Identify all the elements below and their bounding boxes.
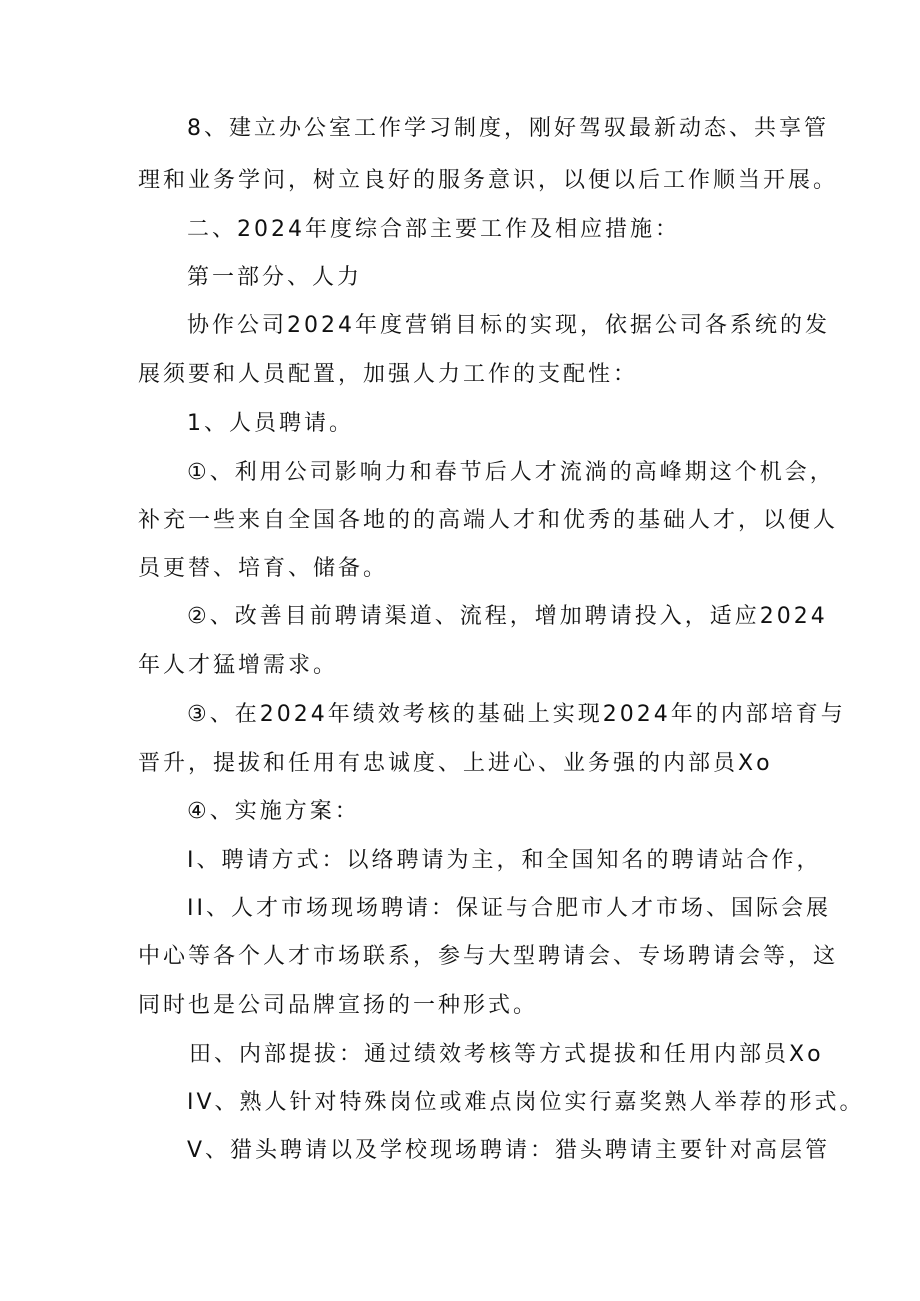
point-2-line-1: ②、改善目前聘请渠道、流程，增加聘请投入，适应2024 xyxy=(187,604,828,629)
paragraph-8-line-1: 8、建立办公室工作学习制度，刚好驾驭最新动态、共享管 xyxy=(187,116,829,141)
point-1-line-2: 补充一些来自全国各地的的高端人才和优秀的基础人才，以便人 xyxy=(138,508,839,533)
intro-line-2: 展须要和人员配置，加强人力工作的支配性： xyxy=(138,362,639,387)
method-i-line: I、聘请方式：以络聘请为主，和全国知名的聘请站合作， xyxy=(187,848,822,873)
intro-line-1: 协作公司2024年度营销目标的实现，依据公司各系统的发 xyxy=(187,313,830,338)
point-1-line-3: 员更替、培育、储备。 xyxy=(138,556,389,581)
method-iv-line: IV、熟人针对特殊岗位或难点岗位实行嘉奖熟人举荐的形式。 xyxy=(187,1090,865,1115)
section-heading: 二、2024年度综合部主要工作及相应措施： xyxy=(187,217,680,242)
point-3-line-2: 晋升，提拔和任用有忠诚度、上进心、业务强的内部员Xo xyxy=(138,751,773,776)
item-heading-recruitment: 1、人员聘请。 xyxy=(187,411,354,436)
point-1-line-1: ①、利用公司影响力和春节后人才流淌的高峰期这个机会， xyxy=(187,460,835,485)
part-heading: 第一部分、人力 xyxy=(187,265,363,290)
method-v-line: V、猎头聘请以及学校现场聘请：猎头聘请主要针对高层管 xyxy=(187,1138,831,1163)
method-iii-line: 田、内部提拔：通过绩效考核等方式提拔和任用内部员Xo xyxy=(189,1042,824,1067)
method-ii-line-3: 同时也是公司品牌宣扬的一种形式。 xyxy=(138,993,539,1018)
paragraph-8-line-2: 理和业务学问，树立良好的服务意识，以便以后工作顺当开展。 xyxy=(138,168,839,193)
point-3-line-1: ③、在2024年绩效考核的基础上实现2024年的内部培育与 xyxy=(187,702,846,727)
method-ii-line-1: II、人才市场现场聘请：保证与合肥市人才市场、国际会展 xyxy=(187,896,831,921)
method-ii-line-2: 中心等各个人才市场联系，参与大型聘请会、专场聘请会等，这 xyxy=(138,944,839,969)
point-4-heading: ④、实施方案： xyxy=(187,799,360,824)
point-2-line-2: 年人才猛增需求。 xyxy=(138,653,339,678)
